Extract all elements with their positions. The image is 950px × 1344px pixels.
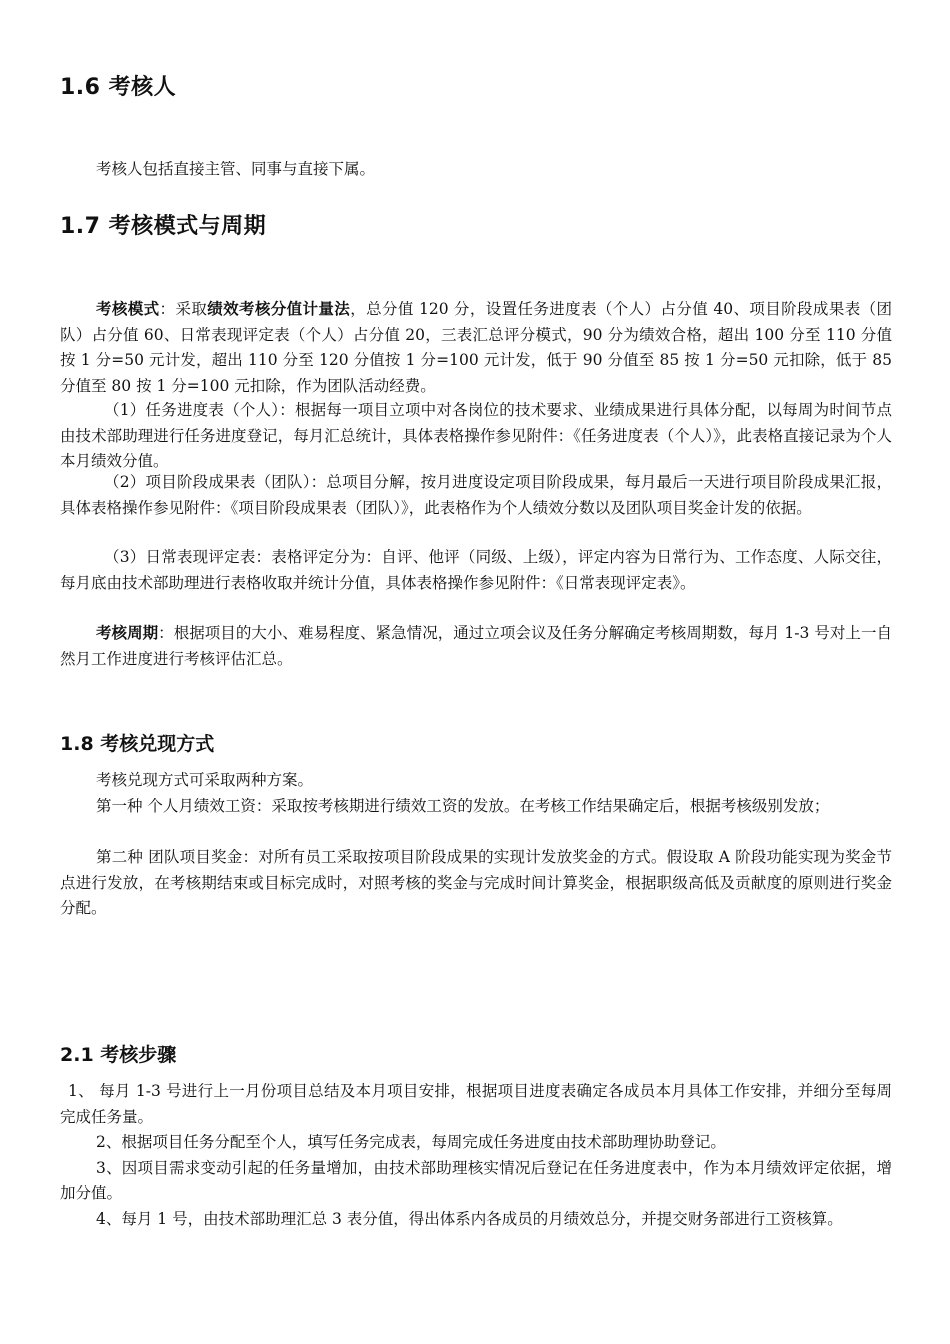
heading-2-1: 2.1 考核步骤 (60, 1044, 177, 1066)
step-3: 3、因项目需求变动引起的任务量增加，由技术部助理核实情况后登记在任务进度表中，作为本月绩效评定依据，增加分值。 (60, 1158, 892, 1202)
paragraph-assessment-mode (60, 296, 892, 399)
paragraph-assessors: 考核人包括直接主管、同事与直接下属。 (96, 160, 376, 178)
paragraph-plan-2: 第二种 团队项目奖金：对所有员工采取按项目阶段成果的实现计发放奖金的方式。假设取 A 阶段功能实现为奖金节点进行发放，在考核期结束或目标完成时，对照考核的奖金与完成时间计算奖金，根据职级高低及贡献度的原则进行奖金分配。 (60, 848, 892, 917)
heading-1-7: 1.7 考核模式与周期 (60, 214, 267, 239)
heading-1-6: 1.6 考核人 (60, 75, 177, 100)
mode-colon: ： (159, 300, 176, 318)
paragraph-item-2: （2）项目阶段成果表（团队）：总项目分解，按月进度设定项目阶段成果，每月最后一天进行项目阶段成果汇报，具体表格操作参见附件：《项目阶段成果表（团队）》，此表格作为个人绩效分数以及团队项目奖金计发的依据。 (60, 473, 892, 517)
paragraph-item-1: （1）任务进度表（个人）：根据每一项目立项中对各岗位的技术要求、业绩成果进行具体分配，以每周为时间节点由技术部助理进行任务进度登记，每月汇总统计，具体表格操作参见附件：《任务进度表（个人）》，此表格直接记录为个人本月绩效分值。 (60, 401, 892, 470)
paragraph-item-3: （3）日常表现评定表：表格评定分为：自评、他评（同级、上级），评定内容为日常行为、工作态度、人际交往，每月底由技术部助理进行表格收取并统计分值，具体表格操作参见附件：《日常表现评定表》。 (60, 548, 892, 592)
mode-detail: ，总分值 120 分，设置任务进度表（个人）占分值 40、项目阶段成果表（团队）占分值 60、日常表现评定表（个人）占分值 20，三表汇总评分模式，90 分为绩效合格，超出 100 分至 110 分值按 1 分=50 元计发，超出 110 分至 120 分值按 1 分=100 元计发，低于 90 分值至 85 按 1 分=50 元扣除，低于 85 分值至 80 按 1 分=100 元扣除，作为团队活动经费。 (60, 300, 892, 395)
step-2: 2、根据项目任务分配至个人，填写任务完成表，每周完成任务进度由技术部助理协助登记。 (96, 1133, 726, 1151)
mode-pre: 采取 (175, 300, 208, 318)
cycle-text: 根据项目的大小、难易程度、紧急情况，通过立项会议及任务分解确定考核周期数，每月 1-3 号对上一自然月工作进度进行考核评估汇总。 (60, 624, 892, 668)
paragraph-payout-intro: 考核兑现方式可采取两种方案。 (96, 771, 314, 789)
cycle-label: 考核周期 (96, 623, 159, 642)
cycle-colon: ： (158, 624, 174, 642)
heading-1-8: 1.8 考核兑现方式 (60, 733, 215, 755)
mode-method: 绩效考核分值计量法 (207, 299, 351, 318)
steps-list (60, 1079, 892, 1232)
paragraph-assessment-cycle (60, 620, 892, 672)
paragraph-plan-1: 第一种 个人月绩效工资：采取按考核期进行绩效工资的发放。在考核工作结果确定后，根据考核级别发放； (96, 797, 830, 815)
mode-label: 考核模式 (96, 299, 160, 318)
step-4: 4、每月 1 号，由技术部助理汇总 3 表分值，得出体系内各成员的月绩效总分，并提交财务部进行工资核算。 (96, 1209, 843, 1228)
step-1: 1、 每月 1-3 号进行上一月份项目总结及本月项目安排，根据项目进度表确定各成员本月具体工作安排，并细分至每周完成任务量。 (60, 1082, 892, 1126)
